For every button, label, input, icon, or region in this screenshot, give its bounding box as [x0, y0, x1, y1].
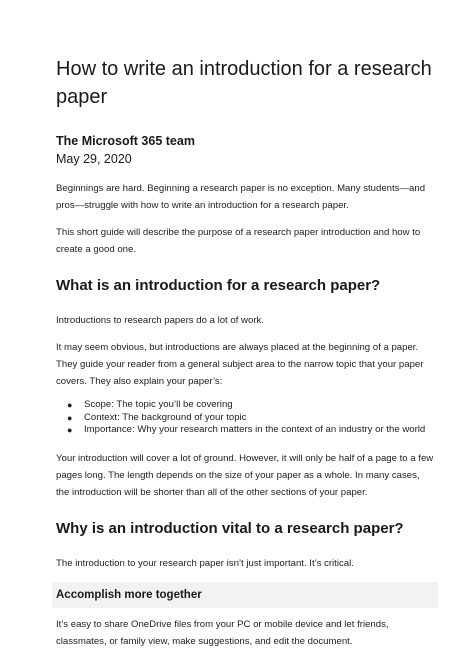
list-item-text: Importance: Why your research matters in the context of an industry or the world — [84, 424, 426, 435]
callout-body: It’s easy to share OneDrive files from your PC or mobile device and let friends, classmates, or family view, make suggestions, and edit the document. — [56, 618, 389, 647]
bullet-icon: ● — [67, 400, 73, 410]
section1-paragraph-1: Introductions to research papers do a lot of work. — [56, 315, 264, 326]
article-date: May 29, 2020 — [56, 152, 132, 166]
callout-box — [52, 582, 438, 608]
section1-closing-paragraph: Your introduction will cover a lot of ground. However, it will only be half of a page to a few pages long. The length depends on the size of your paper as a whole. In many cases, the introduction will be shorter than all of the other sections of your paper. — [56, 452, 434, 498]
section1-paragraph-2: It may seem obvious, but introductions are always placed at the beginning of a paper. They guide your reader from a general subject area to the narrow topic that your paper covers. They also explain your paper’s: — [56, 342, 424, 387]
intro-elements-list — [56, 399, 434, 437]
list-item-scope — [67, 399, 434, 412]
bullet-icon: ● — [67, 425, 73, 435]
bullet-icon: ● — [67, 412, 73, 423]
list-item-context — [67, 411, 434, 425]
article-author: The Microsoft 365 team — [56, 134, 195, 148]
article-title: How to write an introduction for a research paper — [56, 58, 432, 108]
list-item-text: Scope: The topic you’ll be covering — [84, 399, 233, 410]
list-item-text: Context: The background of your topic — [84, 411, 247, 423]
intro-paragraph-2: This short guide will describe the purpose of a research paper introduction and how to create a good one. — [56, 227, 421, 255]
callout-title: Accomplish more together — [56, 588, 202, 601]
list-item-importance — [67, 424, 434, 437]
section-heading-what-is: What is an introduction for a research paper? — [56, 277, 381, 294]
intro-paragraph-1: Beginnings are hard. Beginning a research paper is no exception. Many students—and pros—struggle with how to write an introduction for a research paper. — [56, 183, 426, 211]
section2-paragraph: The introduction to your research paper isn’t just important. It’s critical. — [56, 557, 354, 569]
section-heading-why-vital: Why is an introduction vital to a research paper? — [56, 519, 404, 537]
